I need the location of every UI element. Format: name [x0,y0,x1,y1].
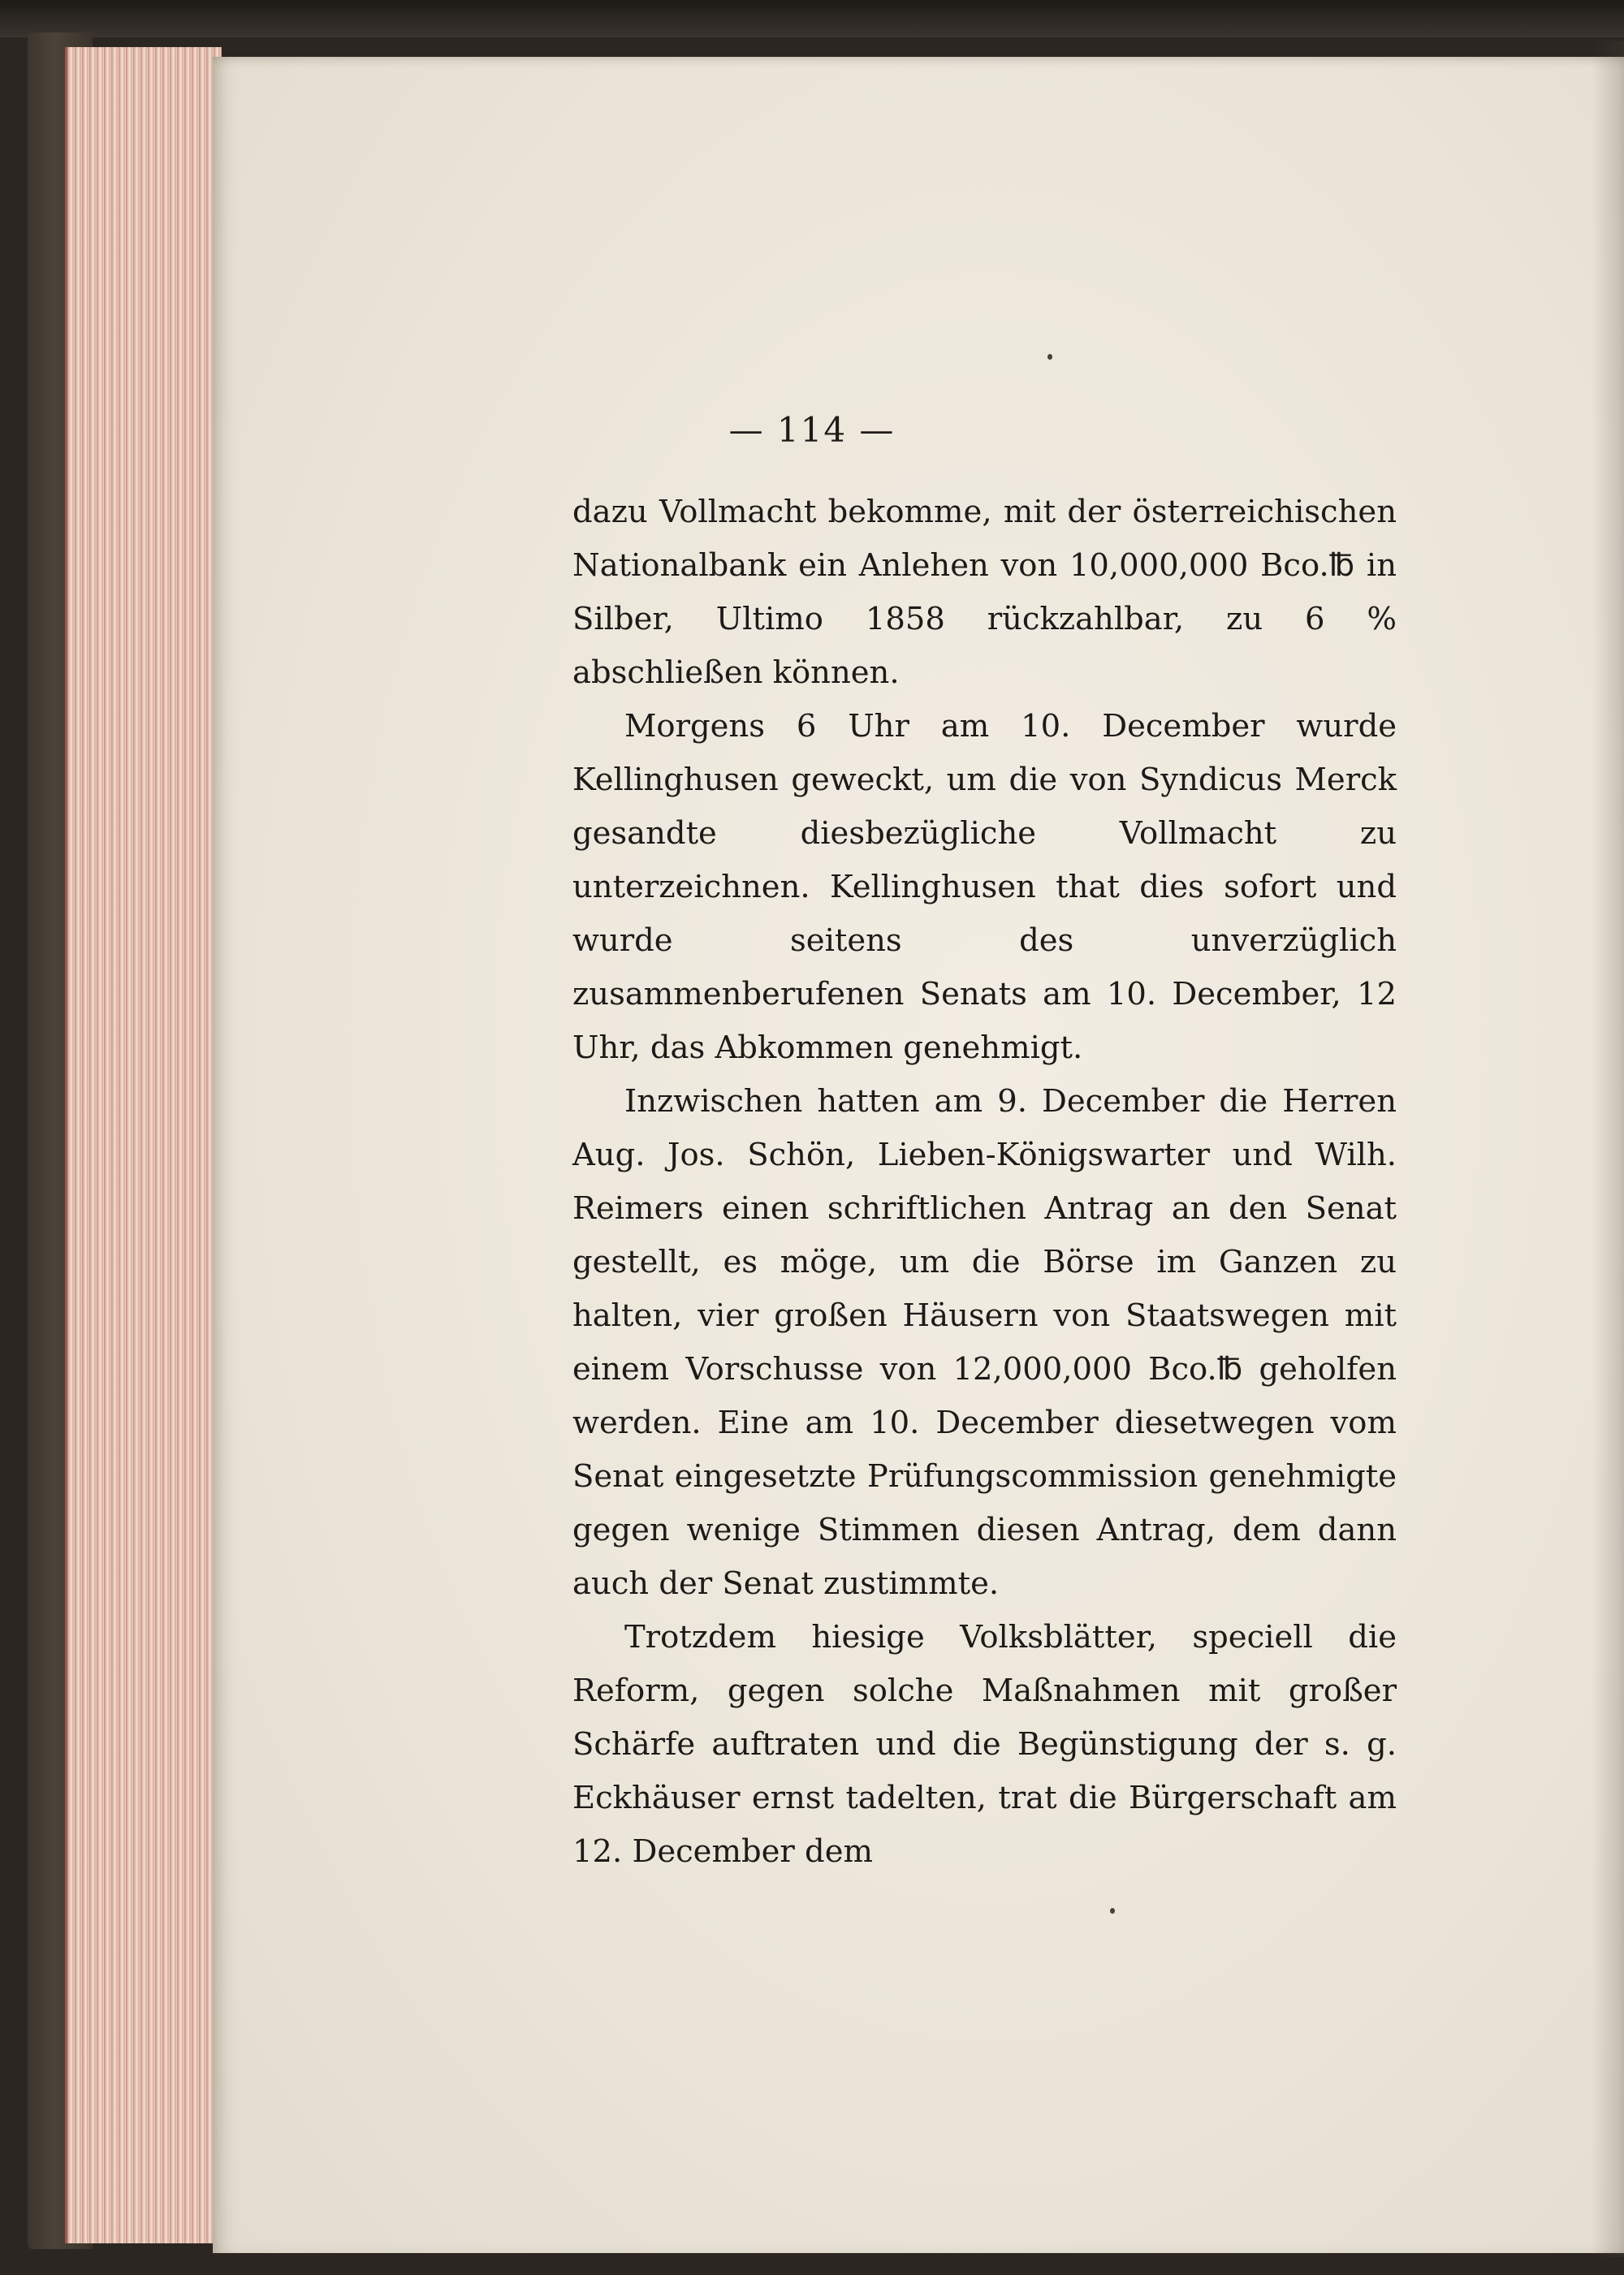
paragraph-4: Trotzdem hiesige Volksblätter, speciell die Reform, gegen solche Maßnahmen mit großer Schärfe auftraten und die Begünstigung der s. g. Eckhäuser ernst tadelten, trat die Bürgerschaft am 12. December dem [572,1619,1397,1870]
page-number: — 114 — [728,410,896,450]
page-edges [65,47,222,2243]
paper-speck [1047,354,1052,360]
body-text [572,486,1397,1879]
paragraph-3: Inzwischen hatten am 9. December die Herren Aug. Jos. Schön, Lieben-Königswarter und Wilh. Reimers einen schriftlichen Antrag an den Senat gestellt, es möge, um die Börse im Ganzen zu halten, vier großen Häusern von Staatswegen mit einem Vorschusse von 12,000,000 Bco.℔ geholfen werden. Eine am 10. December diesetwegen vom Senat eingesetzte Prüfungscommission genehmigte gegen wenige Stimmen diesen Antrag, dem dann auch der Senat zustimmte. [572,1083,1397,1602]
paper-speck [1110,1908,1115,1914]
page-fold-shadow [1592,41,1624,2257]
paragraph-2: Morgens 6 Uhr am 10. December wurde Kellinghusen geweckt, um die von Syndicus Merck gesandte diesbezügliche Vollmacht zu unterzeichnen. Kellinghusen that dies sofort und wurde seitens des unverzüglich zusammenberufenen Senats am 10. December, 12 Uhr, das Abkommen genehmigt. [572,708,1397,1066]
paragraph-1: dazu Vollmacht bekomme, mit der österreichischen Nationalbank ein Anlehen von 10,000,000 Bco.℔ in Silber, Ultimo 1858 rückzahlbar, zu 6 % abschließen können. [572,494,1397,691]
scan-background [0,0,1624,37]
